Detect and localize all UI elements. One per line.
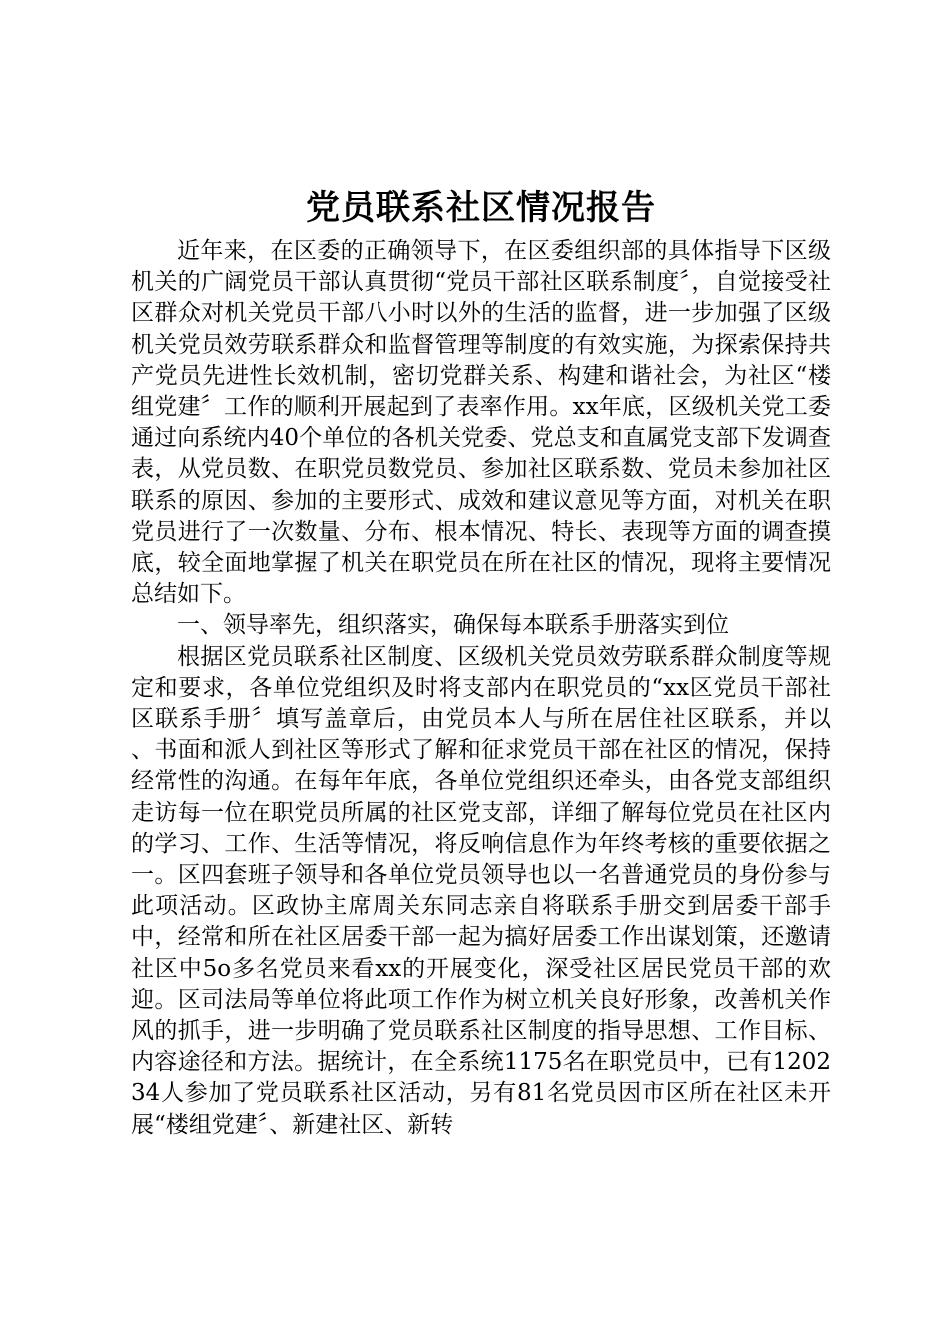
section-heading: 一、领导率先，组织落实，确保每本联系手册落实到位 <box>177 612 729 639</box>
intro-paragraph: 近年来，在区委的正确领导下，在区委组织部的具体指导下区级机关的广阔党员干部认真贯彻“党员干部社区联系制度〞，自觉接受社区群众对机关党员干部八小时以外的生活的监督，进一步加强了区级机关党员效劳联系群众和监督管理等制度的有效实施，为探索保持共产党员先进性长效机制，密切党群关系、构建和谐社会，为社区“楼组党建〞工作的顺利开展起到了表率作用。xx年底，区级机关党工委通过向系统内40个单位的各机关党委、党总支和直属党支部下发调查表，从党员数、在职党员数党员、参加社区联系数、党员未参加社区联系的原因、参加的主要形式、成效和建议意见等方面，对机关在职党员进行了一次数量、分布、根本情况、特长、表现等方面的调查摸底，较全面地掌握了机关在职党员在所在社区的情况，现将主要情况总结如下。 <box>131 238 831 608</box>
section-paragraph: 根据区党员联系社区制度、区级机关党员效劳联系群众制度等规定和要求，各单位党组织及时将支部内在职党员的“xx区党员干部社区联系手册〞填写盖章后，由党员本人与所在居住社区联系，并以 、书面和派人到社区等形式了解和征求党员干部在社区的情况，保持经常性的沟通。在每年年底，各单位党组织还牵头，由各党支部组织走访每一位在职党员所属的社区党支部，详细了解每位党员在社区内的学习、工作、生活等情况，将反响信息作为年终考核的重要依据之一。区四套班子领导和各单位党员领导也以一名普通党员的身份参与此项活动。区政协主席周关东同志亲自将联系手册交到居委干部手中，经常和所在社区居委干部一起为搞好居委工作出谋划策，还邀请社区中5o多名党员来看xx的开展变化，深受社区居民党员干部的欢迎。区司法局等单位将此项工作作为树立机关良好形象，改善机关作风的抓手，进一步明确了党员联系社区制度的指导思想、工作目标、内容途径和方法。据统计，在全系统1175名在职党员中，已有120234人参加了党员联系社区活动，另有81名党员因市区所在社区未开展“楼组党建〞、新建社区、新转 <box>131 643 877 1138</box>
document-title: 党员联系社区情况报告 <box>306 188 656 228</box>
document-body <box>131 236 877 1141</box>
